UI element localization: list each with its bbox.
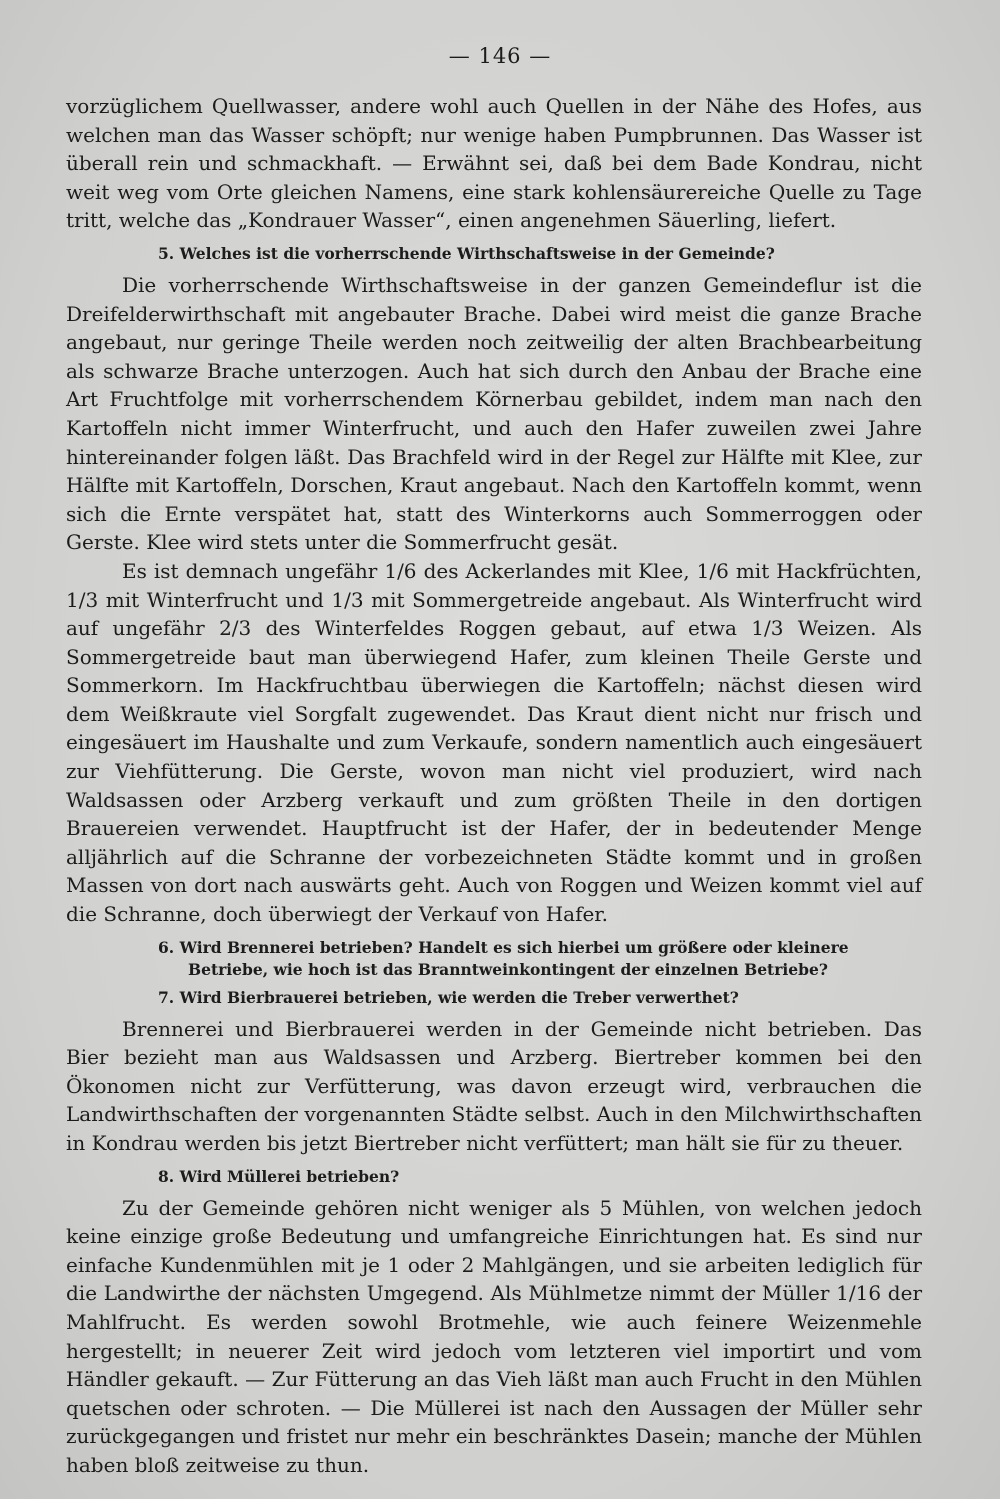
- paragraph-crop-distribution: Es ist demnach ungefähr 1/6 des Ackerlandes mit Klee, 1/6 mit Hackfrüchten, 1/3 mit Winterfrucht und 1/3 mit Sommergetreide angebaut. Als Winterfrucht wird auf ungefähr 2/3 des Winterfeldes Roggen gebaut, auf etwa 1/3 Weizen. Als Sommergetreide baut man überwiegend Hafer, zum kleinen Theile Gerste und Sommerkorn. Im Hackfruchtbau überwiegen die Kartoffeln; nächst diesen wird dem Weißkraute viel Sorgfalt zugewendet. Das Kraut dient nicht nur frisch und eingesäuert im Haushalte und zum Verkaufe, sondern namentlich auch eingesäuert zur Viehfütterung. Die Gerste, wovon man nicht viel produziert, wird nach Waldsassen oder Arzberg verkauft und zum größten Theile in den dortigen Brauereien verwendet. Hauptfrucht ist der Hafer, der in bedeutender Menge alljährlich auf die Schranne der vorbezeichneten Städte kommt und in großen Massen von dort nach auswärts geht. Auch von Roggen und Weizen kommt viel auf die Schranne, doch überwiegt der Verkauf von Hafer.: [66, 558, 922, 927]
- question-7-heading: 7. Wird Bierbrauerei betrieben, wie werden die Treber verwerthet?: [158, 987, 739, 1007]
- question-5-heading: 5. Welches ist die vorherrschende Wirthschaftsweise in der Gemeinde?: [158, 243, 775, 263]
- question-6-heading: 6. Wird Brennerei betrieben? Handelt es sich hierbei um größere oder kleinere Betriebe, wie hoch ist das Branntweinkontingent der einzelnen Betriebe?: [158, 937, 849, 979]
- paragraph-mills: Zu der Gemeinde gehören nicht weniger als 5 Mühlen, von welchen jedoch keine einzige große Bedeutung und umfangreiche Einrichtungen hat. Es sind nur einfache Kundenmühlen mit je 1 oder 2 Mahlgängen, und sie arbeiten lediglich für die Landwirthe der nächsten Umgegend. Als Mühlmetze nimmt der Müller 1/16 der Mahlfrucht. Es werden sowohl Brotmehle, wie auch feinere Weizenmehle hergestellt; in neuerer Zeit wird jedoch vom letzteren viel importirt und vom Händler gekauft. — Zur Fütterung an das Vieh läßt man auch Frucht in den Mühlen quetschen oder schroten. — Die Müllerei ist nach den Aussagen der Müller sehr zurückgegangen und fristet nur mehr ein beschränktes Dasein; manche der Mühlen haben bloß zeitweise zu thun.: [66, 1195, 922, 1477]
- paragraph-brewing: Brennerei und Bierbrauerei werden in der Gemeinde nicht betrieben. Das Bier bezieht man aus Waldsassen und Arzberg. Biertreber kommen bei den Ökonomen nicht zur Verfütterung, was davon erzeugt wird, verbrauchen die Landwirthschaften der vorgenannten Städte selbst. Auch in den Milchwirthschaften in Kondrau werden bis jetzt Biertreber nicht verfüttert; man hält sie für zu theuer.: [66, 1016, 922, 1155]
- question-8-heading: 8. Wird Müllerei betrieben?: [158, 1166, 400, 1186]
- page-number: — 146 —: [448, 44, 552, 68]
- paragraph-farming-system: Die vorherrschende Wirthschaftsweise in der ganzen Gemeindeflur ist die Dreifelderwirthschaft mit angebauter Brache. Dabei wird meist die ganze Brache angebaut, nur geringe Theile werden noch zeitweilig der alten Brachbearbeitung als schwarze Brache unterzogen. Auch hat sich durch den Anbau der Brache eine Art Fruchtfolge mit vorherrschendem Körnerbau gebildet, indem man nach den Kartoffeln nicht immer Winterfrucht, und auch den Hafer zuweilen zwei Jahre hintereinander folgen läßt. Das Brachfeld wird in der Regel zur Hälfte mit Klee, zur Hälfte mit Kartoffeln, Dorschen, Kraut angebaut. Nach den Kartoffeln kommt, wenn sich die Ernte verspätet hat, statt des Winterkorns auch Sommerroggen oder Gerste. Klee wird stets unter die Sommerfrucht gesät.: [66, 272, 922, 555]
- page-content: [66, 92, 922, 1480]
- paragraph-water-sources: vorzüglichem Quellwasser, andere wohl auch Quellen in der Nähe des Hofes, aus welchen man das Wasser schöpft; nur wenige haben Pumpbrunnen. Das Wasser ist überall rein und schmackhaft. — Erwähnt sei, daß bei dem Bade Kondrau, nicht weit weg vom Orte gleichen Namens, eine stark kohlensäurereiche Quelle zu Tage tritt, welche das „Kondrauer Wasser“, einen angenehmen Säuerling, liefert.: [66, 94, 922, 233]
